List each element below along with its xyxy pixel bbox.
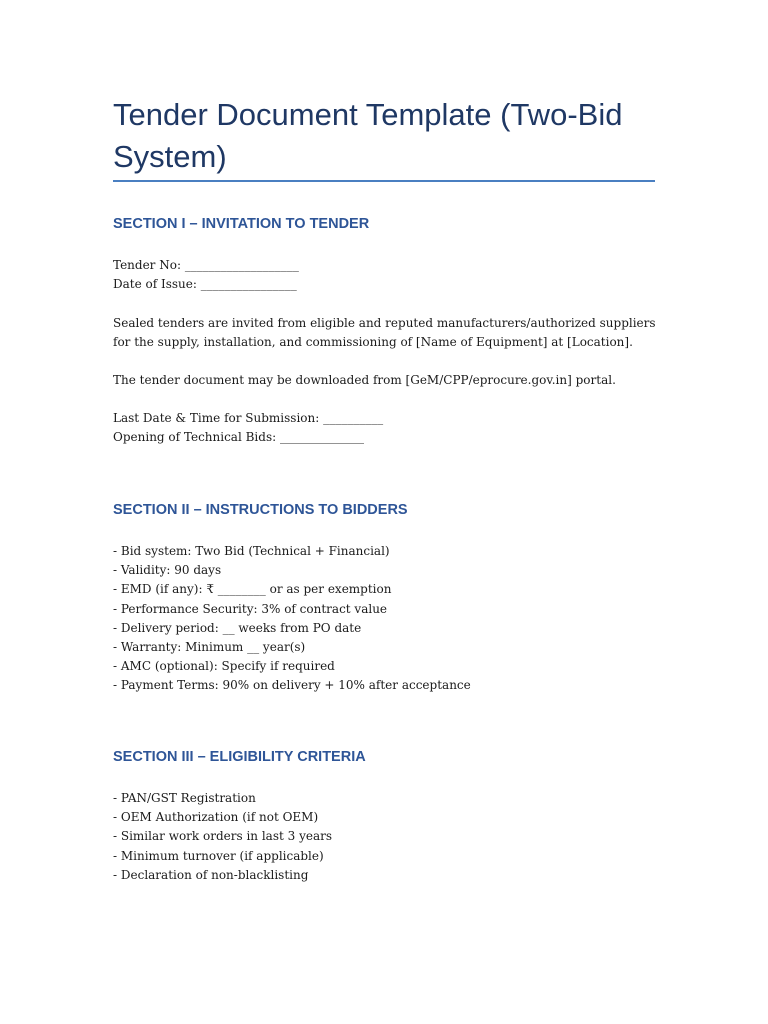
dates-paragraph [113, 409, 383, 447]
document-title: Tender Document Template (Two-Bid System) [113, 97, 623, 174]
invitation-line: for the supply, installation, and commissioning of [Name of Equipment] at [Location]. [113, 335, 633, 349]
list-item: - Payment Terms: 90% on delivery + 10% after acceptance [113, 678, 471, 693]
list-item: - Performance Security: 3% of contract value [113, 601, 388, 616]
list-item: - Validity: 90 days [113, 563, 222, 578]
list-item: - Warranty: Minimum __ year(s) [113, 639, 306, 654]
download-line: The tender document may be downloaded from [GeM/CPP/eprocure.gov.in] portal. [113, 373, 616, 387]
list-item: - OEM Authorization (if not OEM) [113, 810, 319, 825]
section-1-heading: SECTION I – INVITATION TO TENDER [113, 216, 370, 232]
tender-no-field: Tender No: ___________________ [113, 258, 299, 272]
list-item: - AMC (optional): Specify if required [113, 659, 335, 674]
list-item: - Minimum turnover (if applicable) [113, 848, 324, 863]
eligibility-list [113, 789, 332, 885]
list-item: - EMD (if any): ₹ ________ or as per exemption [113, 582, 392, 597]
date-of-issue-field: Date of Issue: ________________ [113, 277, 297, 291]
section-2-heading: SECTION II – INSTRUCTIONS TO BIDDERS [113, 502, 408, 518]
section-3-heading: SECTION III – ELIGIBILITY CRITERIA [113, 749, 366, 765]
technical-bid-opening-field: Opening of Technical Bids: ______________ [113, 430, 364, 444]
title-underline [113, 180, 655, 182]
tender-fields [113, 256, 299, 294]
list-item: - PAN/GST Registration [113, 791, 256, 805]
list-item: - Similar work orders in last 3 years [113, 829, 333, 844]
list-item: - Bid system: Two Bid (Technical + Financial) [113, 544, 390, 558]
list-item: - Delivery period: __ weeks from PO date [113, 620, 362, 635]
instructions-list [113, 542, 471, 696]
list-item: - Declaration of non-blacklisting [113, 867, 309, 882]
invitation-paragraph [113, 314, 656, 352]
download-paragraph [113, 371, 616, 390]
submission-deadline-field: Last Date & Time for Submission: __________ [113, 411, 384, 425]
invitation-line: Sealed tenders are invited from eligible and reputed manufacturers/authorized suppliers [113, 316, 656, 330]
